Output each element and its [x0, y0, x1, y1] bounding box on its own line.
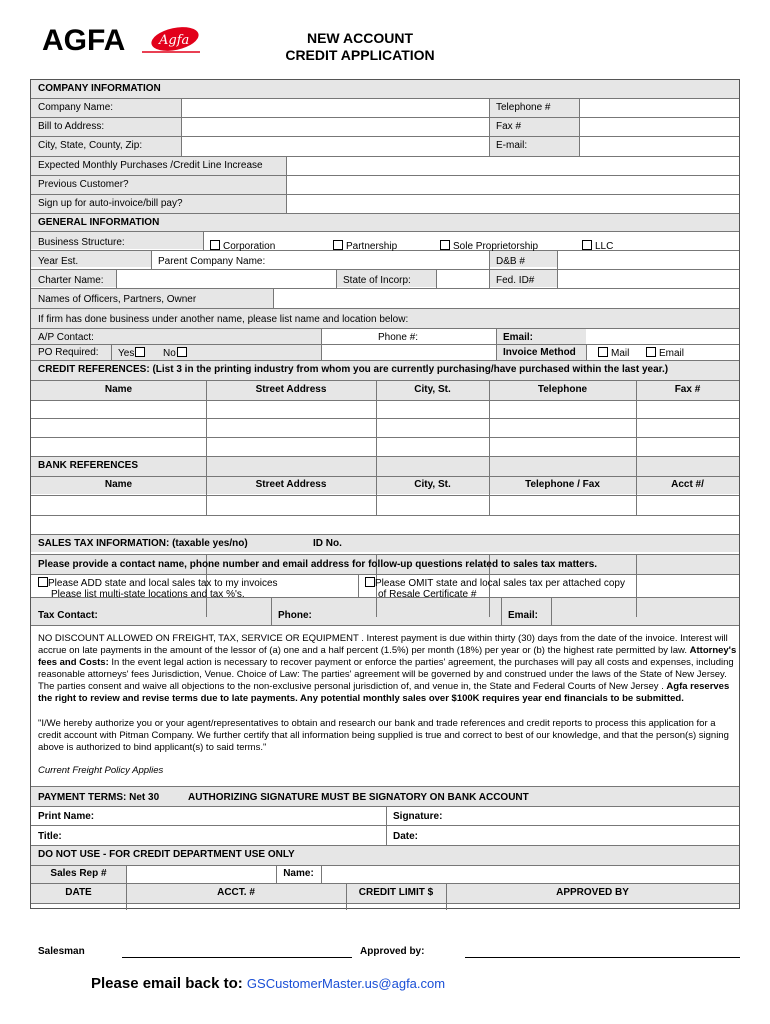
terms-review-text: Agfa reserves the right to review and revise terms due to late payments. Any potential monthly sales over $100K requires year end financials to be submitted.: [38, 681, 730, 704]
office-col-acct: ACCT. #: [217, 887, 255, 898]
email-checkbox[interactable]: [646, 347, 656, 357]
mail-checkbox[interactable]: [598, 347, 608, 357]
charter-name-label: Charter Name:: [38, 275, 104, 286]
expected-purchases-label: Expected Monthly Purchases /Credit Line Increase: [38, 160, 263, 171]
resale-certificate-label: of Resale Certificate #: [378, 589, 477, 600]
auto-invoice-label: Sign up for auto-invoice/bill pay?: [38, 198, 183, 209]
email-label: E-mail:: [496, 140, 528, 151]
signature-label: Signature:: [393, 811, 443, 822]
corporation-label: Corporation: [223, 241, 276, 252]
omit-tax-checkbox[interactable]: [365, 577, 375, 587]
po-yes-label: Yes: [118, 348, 135, 359]
add-tax-label: Please ADD state and local sales tax to my invoices: [48, 578, 278, 589]
sales-tax-id-label: ID No.: [313, 538, 342, 549]
credit-col-fax: Fax #: [674, 384, 701, 395]
tax-contact-label: Tax Contact:: [38, 610, 98, 621]
po-yes-checkbox[interactable]: [135, 347, 145, 357]
approved-by-line[interactable]: [465, 957, 740, 958]
corporation-option[interactable]: [203, 240, 275, 253]
payment-terms-label: PAYMENT TERMS: Net 30: [38, 792, 160, 803]
bank-col-name: Name: [104, 479, 133, 490]
po-required-label: PO Required:: [38, 347, 99, 358]
partnership-option[interactable]: [326, 240, 397, 253]
email-option[interactable]: [639, 347, 684, 360]
po-yes-option[interactable]: [111, 347, 148, 360]
terms-jurisdiction-text: In the event legal action is necessary to recover payment or enforce the parties' agreement, the purchases will pay all costs and expenses, including reasonable attorneys' fees Jurisdiction, Venue. Choice of Law: The parties' agreement will be governed by and construed under the laws of the State of New Jersey. The parties consent and waive all objections to the non-exclusive personal jurisdiction of, and venue in, the State and Federal Courts of New Jersey .: [38, 657, 734, 692]
logo-wordmark: AGFA: [42, 24, 126, 56]
terms-attorney-fees: Attorney's fees and Costs:: [38, 645, 737, 668]
city-state-label: City, State, County, Zip:: [38, 140, 143, 151]
office-col-date: DATE: [65, 887, 92, 898]
dnb-label: D&B #: [496, 256, 525, 267]
po-no-label: No: [163, 348, 176, 359]
other-name-label: If firm has done business under another name, please list name and location below:: [38, 314, 409, 325]
omit-tax-label: Please OMIT state and local sales tax per attached copy: [375, 578, 625, 589]
tax-email-label: Email:: [508, 610, 539, 621]
previous-customer-label: Previous Customer?: [38, 179, 129, 190]
state-incorp-label: State of Incorp:: [343, 275, 411, 286]
credit-col-city: City, St.: [414, 384, 451, 395]
credit-application-form: [30, 79, 740, 909]
fax-label: Fax #: [496, 121, 522, 132]
sole-proprietorship-option[interactable]: [433, 240, 538, 253]
po-no-checkbox[interactable]: [177, 347, 187, 357]
bill-to-label: Bill to Address:: [38, 121, 105, 132]
parent-company-label: Parent Company Name:: [158, 256, 266, 267]
sole-proprietorship-label: Sole Proprietorship: [453, 241, 539, 252]
company-name-label: Company Name:: [38, 102, 114, 113]
credit-col-name: Name: [104, 384, 133, 395]
bank-col-telephone-fax: Telephone / Fax: [525, 479, 600, 490]
bank-references-heading: BANK REFERENCES: [38, 460, 139, 471]
mail-option[interactable]: [591, 347, 629, 360]
title-label: Title:: [38, 831, 62, 842]
bank-col-address: Street Address: [255, 479, 327, 490]
authorizing-signature-note: AUTHORIZING SIGNATURE MUST BE SIGNATORY ON BANK ACCOUNT: [188, 792, 529, 803]
email-option-label: Email: [659, 348, 685, 359]
terms-interest-text: NO DISCOUNT ALLOWED ON FREIGHT, TAX, SERVICE OR EQUIPMENT . Interest payment is due within thirty (30) days from the date of the invoice. Interest will accrue on late payments in the amount of the lessor of (a) one and a half percent (1.5%) per month (18%) per year or (b) the highest rate permitted by law.: [38, 633, 728, 656]
partnership-label: Partnership: [346, 241, 398, 252]
partnership-checkbox[interactable]: [333, 240, 343, 250]
fed-id-label: Fed. ID#: [496, 275, 535, 286]
ap-email-label: Email:: [503, 332, 534, 343]
llc-checkbox[interactable]: [582, 240, 592, 250]
telephone-label: Telephone #: [496, 102, 551, 113]
llc-label: LLC: [595, 241, 614, 252]
agfa-logo: [42, 22, 202, 56]
mail-label: Mail: [611, 348, 630, 359]
credit-col-address: Street Address: [255, 384, 327, 395]
office-name-label: Name:: [283, 868, 314, 879]
logo-script: Agfa: [159, 33, 190, 48]
title-line-1: NEW ACCOUNT: [306, 30, 414, 46]
multi-state-note: Please list multi-state locations and tax %'s.: [51, 589, 245, 600]
approved-by-label: Approved by:: [360, 946, 425, 957]
general-info-heading: GENERAL INFORMATION: [38, 217, 160, 228]
terms-paragraph: [38, 633, 738, 705]
title-line-2: CREDIT APPLICATION: [285, 47, 435, 63]
po-no-option[interactable]: [156, 347, 190, 360]
freight-policy-note: Current Freight Policy Applies: [38, 765, 164, 776]
print-name-label: Print Name:: [38, 811, 95, 822]
office-col-credit-limit: CREDIT LIMIT $: [358, 887, 434, 898]
add-tax-checkbox[interactable]: [38, 577, 48, 587]
email-back-label: Please email back to:: [91, 975, 247, 992]
sales-tax-heading: SALES TAX INFORMATION: (taxable yes/no): [38, 538, 248, 549]
invoice-method-label: Invoice Method: [503, 347, 576, 358]
llc-option[interactable]: [575, 240, 613, 253]
salesman-line[interactable]: [122, 957, 352, 958]
date-label: Date:: [393, 831, 419, 842]
year-est-label: Year Est.: [38, 256, 79, 267]
tax-phone-label: Phone:: [278, 610, 312, 621]
officers-label: Names of Officers, Partners, Owner: [38, 294, 197, 305]
office-col-approved-by: APPROVED BY: [556, 887, 629, 898]
sales-tax-contact-note: Please provide a contact name, phone number and email address for follow-up questions related to sales tax matters.: [38, 559, 598, 570]
company-info-heading: COMPANY INFORMATION: [38, 83, 161, 94]
ap-contact-label: A/P Contact:: [38, 332, 94, 343]
email-back-address[interactable]: GSCustomerMaster.us@agfa.com: [246, 976, 446, 991]
page-title: [260, 30, 460, 64]
credit-references-heading: CREDIT REFERENCES: (List 3 in the printing industry from whom you are currently purchasing/have purchased within the last year.): [38, 364, 669, 375]
business-structure-label: Business Structure:: [38, 237, 125, 248]
email-back-note: [91, 975, 445, 992]
phone-label: Phone #:: [378, 332, 419, 343]
authorization-paragraph: "I/We hereby authorize you or your agent/representatives to obtain and research our bank and trade references and credit reports to process this application for a credit account with Pitman Company. We further certify that all information being supplied is true and correct to best of our knowledge, and that the person(s) signing above is authorized to bind applicant(s) to said terms.": [38, 718, 729, 753]
credit-col-telephone: Telephone: [537, 384, 588, 395]
sole-proprietorship-checkbox[interactable]: [440, 240, 450, 250]
bank-col-city: City, St.: [414, 479, 451, 490]
salesman-label: Salesman: [38, 946, 85, 957]
corporation-checkbox[interactable]: [210, 240, 220, 250]
office-use-heading: DO NOT USE - FOR CREDIT DEPARTMENT USE ONLY: [38, 849, 295, 860]
sales-rep-label: Sales Rep #: [50, 868, 107, 879]
bank-col-acct: Acct #/: [671, 479, 704, 490]
